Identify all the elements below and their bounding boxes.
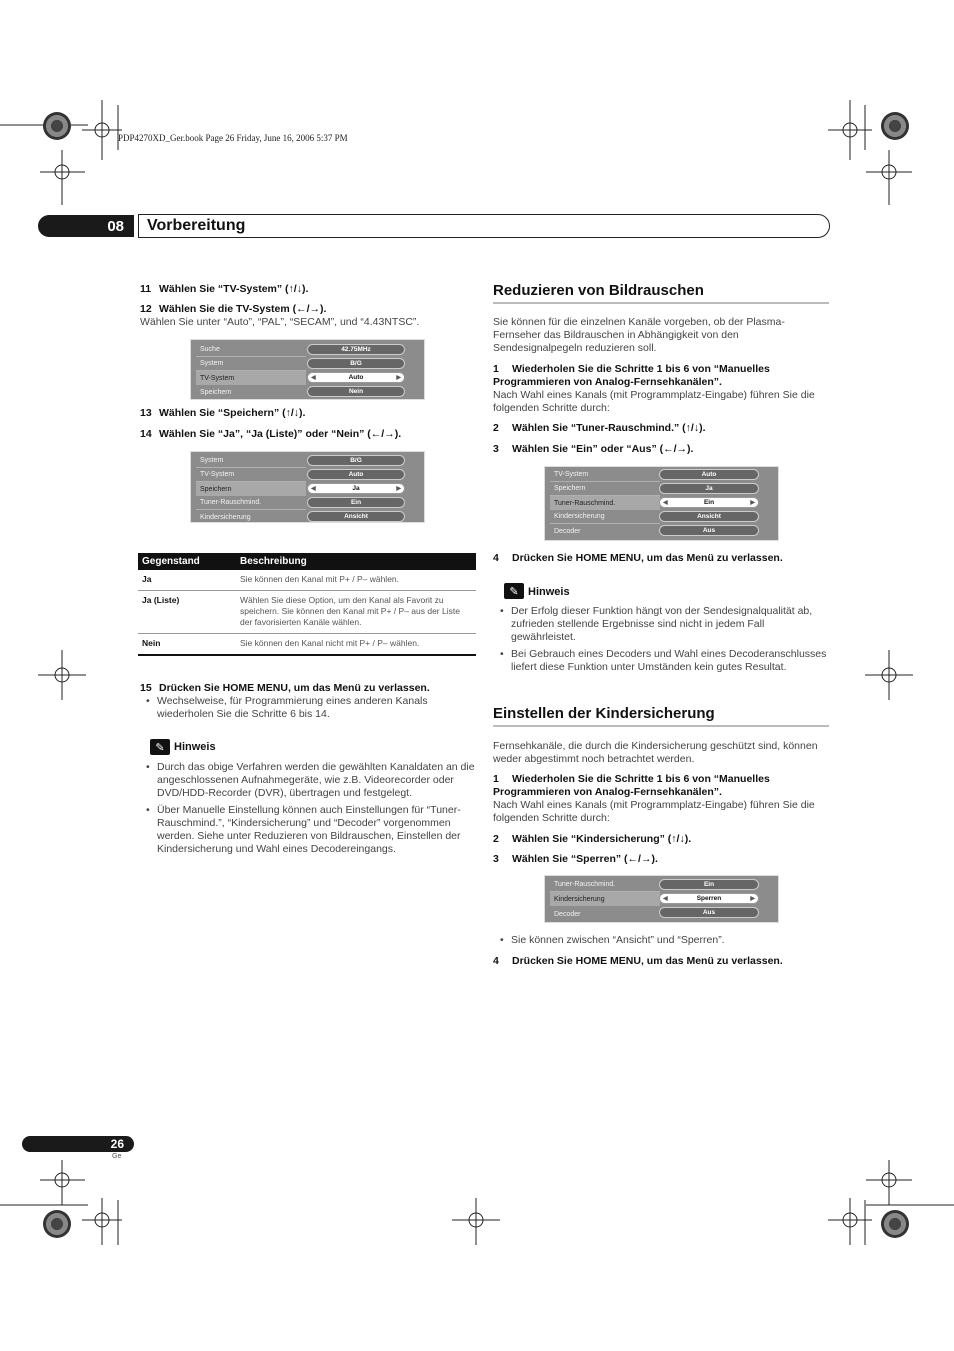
step-1-body: Nach Wahl eines Kanals (mit Programmplatz-Eingabe) führen Sie die folgenden Schritte durch: xyxy=(493,389,815,414)
section-bullet: • Sie können zwischen “Ansicht” und “Sperren”. xyxy=(511,934,829,947)
menu-value: Aus xyxy=(659,907,759,918)
menu-row-selected: Tuner-Rauschmind. xyxy=(550,496,660,510)
menu-value: Ein xyxy=(307,497,405,508)
language-code: Ge xyxy=(112,1153,122,1160)
chapter-number: 08 xyxy=(38,215,134,237)
hinweis-bullet: • Über Manuelle Einstellung können auch Einstellungen für “Tuner-Rauschmind.”, “Kindersicherung” und “Decoder” vorgenommen werden. Siehe unter Reduzieren von Bildrauschen, Einstellen der Kindersicherung und Wahl eines Decodereingangs. xyxy=(157,804,475,856)
arrow-right-icon: ▶ xyxy=(750,500,755,506)
note-pencil-icon: ✎ xyxy=(150,739,170,755)
chapter-title: Vorbereitung xyxy=(138,214,830,238)
menu-screen-tv-system xyxy=(190,339,425,400)
arrow-left-icon: ◀ xyxy=(663,500,668,506)
step-14: 14 Wählen Sie “Ja”, “Ja (Liste)” oder “Nein” (←/→). xyxy=(140,428,402,440)
menu-screen-speichern xyxy=(190,451,425,523)
page-number: 26 xyxy=(22,1136,134,1152)
menu-row-selected: Speichern xyxy=(196,482,306,496)
menu-value: B/G xyxy=(307,358,405,369)
menu-row: TV-System xyxy=(550,468,660,482)
table-cell-desc: Wählen Sie diese Option, um den Kanal als Favorit zu speichern. Sie können den Kanal mit P+ / P– aus der Liste der favorisierten Kanäle wählen. xyxy=(236,591,476,634)
menu-value-selected: ◀ Ja ▶ xyxy=(307,483,405,494)
menu-row: Decoder xyxy=(554,527,581,535)
arrow-right-icon: ▶ xyxy=(396,375,401,381)
menu-row-selected: Kindersicherung xyxy=(550,892,660,906)
section-heading-bildrauschen: Reduzieren von Bildrauschen xyxy=(493,282,704,299)
step-2: 2 Wählen Sie “Tuner-Rauschmind.” (↑/↓). xyxy=(493,422,706,434)
step-1: 1 Wiederholen Sie die Schritte 1 bis 6 von “Manuelles Programmieren von Analog-Fernsehkanälen”. xyxy=(493,773,770,798)
table-cell-desc: Sie können den Kanal nicht mit P+ / P– wählen. xyxy=(236,634,476,656)
registration-disc-icon xyxy=(43,1210,71,1238)
menu-value: Ein xyxy=(659,879,759,890)
arrow-left-icon: ◀ xyxy=(663,896,668,902)
step-1: 1 Wiederholen Sie die Schritte 1 bis 6 von “Manuelles Programmieren von Analog-Fernsehkanälen”. xyxy=(493,363,770,388)
menu-row: Speichern xyxy=(200,388,232,396)
table-cell-key: Nein xyxy=(138,634,236,656)
section-intro: Sie können für die einzelnen Kanäle vorgeben, ob der Plasma-Fernseher das Bildrauschen in Abhängigkeit von den Sendesignalpegeln reduzieren soll. xyxy=(493,316,785,354)
step-15-bullet: • Wechselweise, für Programmierung eines anderen Kanals wiederholen Sie die Schritte 6 bis 14. xyxy=(157,695,462,721)
table-cell-key: Ja (Liste) xyxy=(138,591,236,634)
menu-row: System xyxy=(196,357,306,371)
arrow-left-icon: ◀ xyxy=(311,486,316,492)
table-header: Beschreibung xyxy=(236,553,476,570)
menu-row: Tuner-Rauschmind. xyxy=(550,878,660,892)
menu-value-selected: ◀ Sperren ▶ xyxy=(659,893,759,904)
step-15: 15 Drücken Sie HOME MENU, um das Menü zu verlassen. xyxy=(140,682,430,694)
hinweis-heading: Hinweis xyxy=(174,741,216,753)
arrow-left-icon: ◀ xyxy=(311,375,316,381)
step-12: 12 Wählen Sie die TV-System (←/→). xyxy=(140,303,327,315)
menu-row: Suche xyxy=(196,343,306,357)
menu-value: B/G xyxy=(307,455,405,466)
options-table xyxy=(138,553,476,656)
step-3: 3 Wählen Sie “Sperren” (←/→). xyxy=(493,853,658,865)
file-info: PDP4270XD_Ger.book Page 26 Friday, June 16, 2006 5:37 PM xyxy=(118,133,348,143)
step-4: 4 Drücken Sie HOME MENU, um das Menü zu verlassen. xyxy=(493,552,783,564)
menu-value: Auto xyxy=(659,469,759,480)
step-1-body: Nach Wahl eines Kanals (mit Programmplatz-Eingabe) führen Sie die folgenden Schritte durch: xyxy=(493,799,815,824)
step-13: 13 Wählen Sie “Speichern” (↑/↓). xyxy=(140,407,306,419)
table-row xyxy=(138,591,476,634)
menu-row: System xyxy=(196,454,306,468)
step-2: 2 Wählen Sie “Kindersicherung” (↑/↓). xyxy=(493,833,692,845)
menu-value-selected: ◀ Auto ▶ xyxy=(307,372,405,383)
table-cell-key: Ja xyxy=(138,570,236,591)
menu-row: TV-System xyxy=(196,468,306,482)
menu-row: Speichern xyxy=(550,482,660,496)
hinweis-heading: Hinweis xyxy=(528,586,570,598)
table-row xyxy=(138,634,476,656)
menu-row-selected: TV-System xyxy=(196,371,306,385)
menu-value: Auto xyxy=(307,469,405,480)
note-pencil-icon: ✎ xyxy=(504,583,524,599)
table-header: Gegenstand xyxy=(138,553,236,570)
section-intro: Fernsehkanäle, die durch die Kindersicherung geschützt sind, können weder abgestimmt noch betrachtet werden. xyxy=(493,740,818,765)
menu-value: Ja xyxy=(659,483,759,494)
table-row xyxy=(138,570,476,591)
table-cell-desc: Sie können den Kanal mit P+ / P– wählen. xyxy=(236,570,476,591)
heading-rule xyxy=(493,725,829,727)
menu-value: Nein xyxy=(307,386,405,397)
registration-disc-icon xyxy=(881,112,909,140)
step-11: 11 Wählen Sie “TV-System” (↑/↓). xyxy=(140,283,309,295)
heading-rule xyxy=(493,302,829,304)
menu-value: Ansicht xyxy=(307,511,405,522)
registration-disc-icon xyxy=(43,112,71,140)
menu-screen-kindersicherung xyxy=(544,875,779,923)
arrow-right-icon: ▶ xyxy=(396,486,401,492)
menu-row: Decoder xyxy=(554,910,581,918)
menu-value: Aus xyxy=(659,525,759,536)
menu-value: 42.75MHz xyxy=(307,344,405,355)
arrow-right-icon: ▶ xyxy=(750,896,755,902)
menu-screen-tuner-rauschmind xyxy=(544,466,779,541)
menu-row: Kindersicherung xyxy=(200,513,251,521)
hinweis-bullet: • Bei Gebrauch eines Decoders und Wahl eines Decoderanschlusses liefert diese Funktion unter Umständen kein gutes Resultat. xyxy=(511,648,829,674)
menu-value-selected: ◀ Ein ▶ xyxy=(659,497,759,508)
step-3: 3 Wählen Sie “Ein” oder “Aus” (←/→). xyxy=(493,443,694,455)
section-heading-kindersicherung: Einstellen der Kindersicherung xyxy=(493,705,715,722)
hinweis-bullet: • Der Erfolg dieser Funktion hängt von der Sendesignalqualität ab, zufrieden stellende Ergebnisse sind nicht in jedem Fall gewährleistet. xyxy=(511,605,829,644)
menu-row: Kindersicherung xyxy=(550,510,660,524)
registration-disc-icon xyxy=(881,1210,909,1238)
menu-row: Tuner-Rauschmind. xyxy=(196,496,306,510)
step-4: 4 Drücken Sie HOME MENU, um das Menü zu verlassen. xyxy=(493,955,783,967)
hinweis-bullet: • Durch das obige Verfahren werden die gewählten Kanaldaten an die angeschlossenen Aufnahmegeräte, wie z.B. Videorecorder oder DVD/HDD-Recorder (DVR), übertragen und festgelegt. xyxy=(157,761,475,800)
step-12-body: Wählen Sie unter “Auto”, “PAL”, “SECAM”, und “4.43NTSC”. xyxy=(140,316,420,328)
menu-value: Ansicht xyxy=(659,511,759,522)
